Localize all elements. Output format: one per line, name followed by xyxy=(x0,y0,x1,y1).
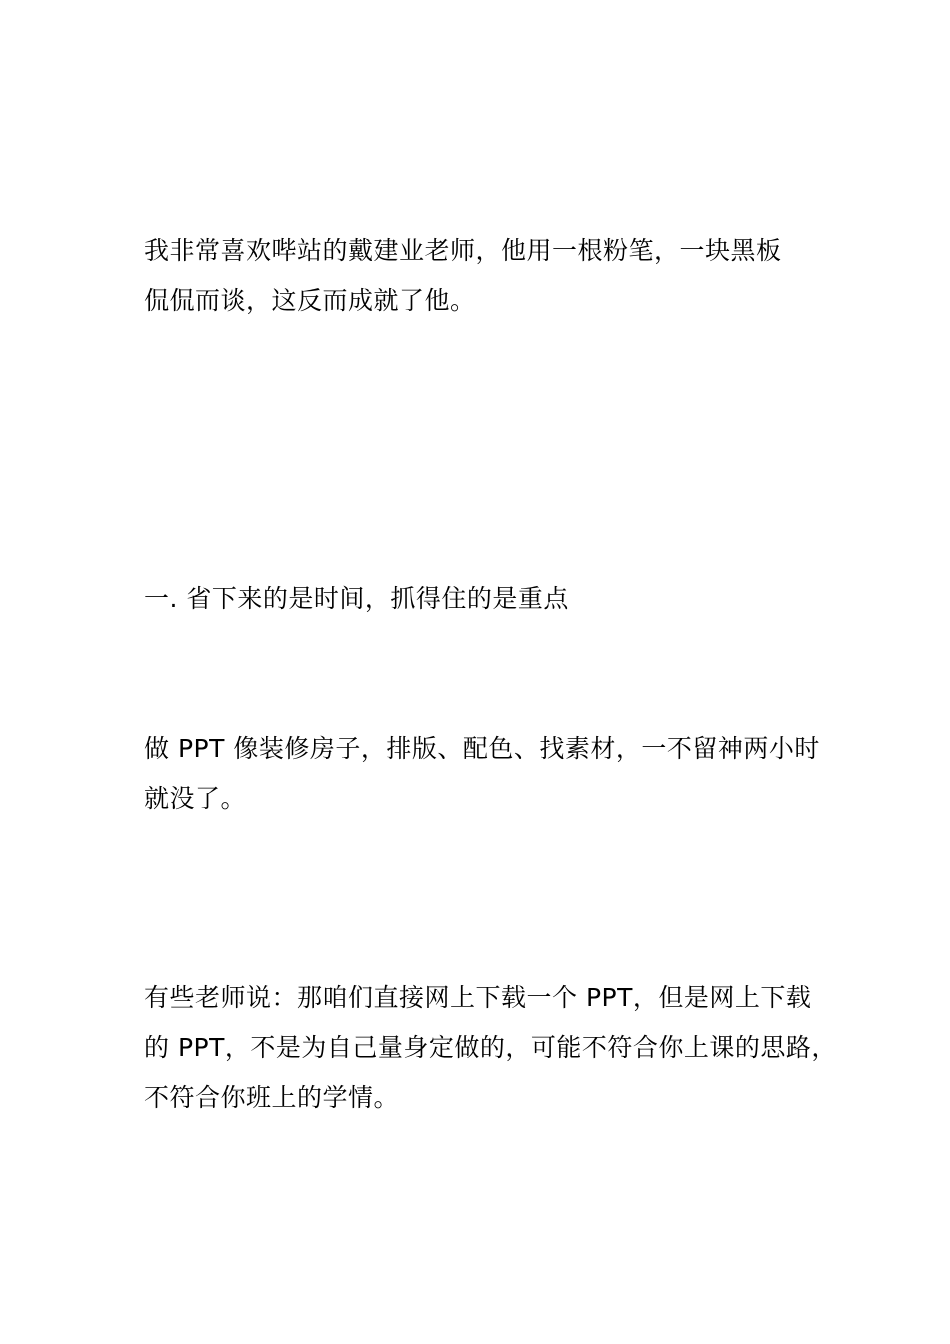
paragraph-intro xyxy=(144,226,844,326)
paragraph-download-ppt xyxy=(144,973,844,1123)
paragraph-line: 做 PPT 像装修房子，排版、配色、找素材，一不留神两小时 xyxy=(144,734,820,763)
section-heading: 一. 省下来的是时间，抓得住的是重点 xyxy=(144,584,569,613)
paragraph-line: 的 PPT，不是为自己量身定做的，可能不符合你上课的思路， xyxy=(144,1033,837,1062)
paragraph-line: 我非常喜欢哔站的戴建业老师，他用一根粉笔，一块黑板 xyxy=(144,236,782,265)
paragraph-ppt-time xyxy=(144,724,844,824)
paragraph-line: 有些老师说：那咱们直接网上下载一个 PPT，但是网上下载 xyxy=(144,983,812,1012)
paragraph-line: 不符合你班上的学情。 xyxy=(144,1083,400,1112)
paragraph-line: 就没了。 xyxy=(144,784,247,813)
paragraph-line: 侃侃而谈，这反而成就了他。 xyxy=(144,286,476,315)
